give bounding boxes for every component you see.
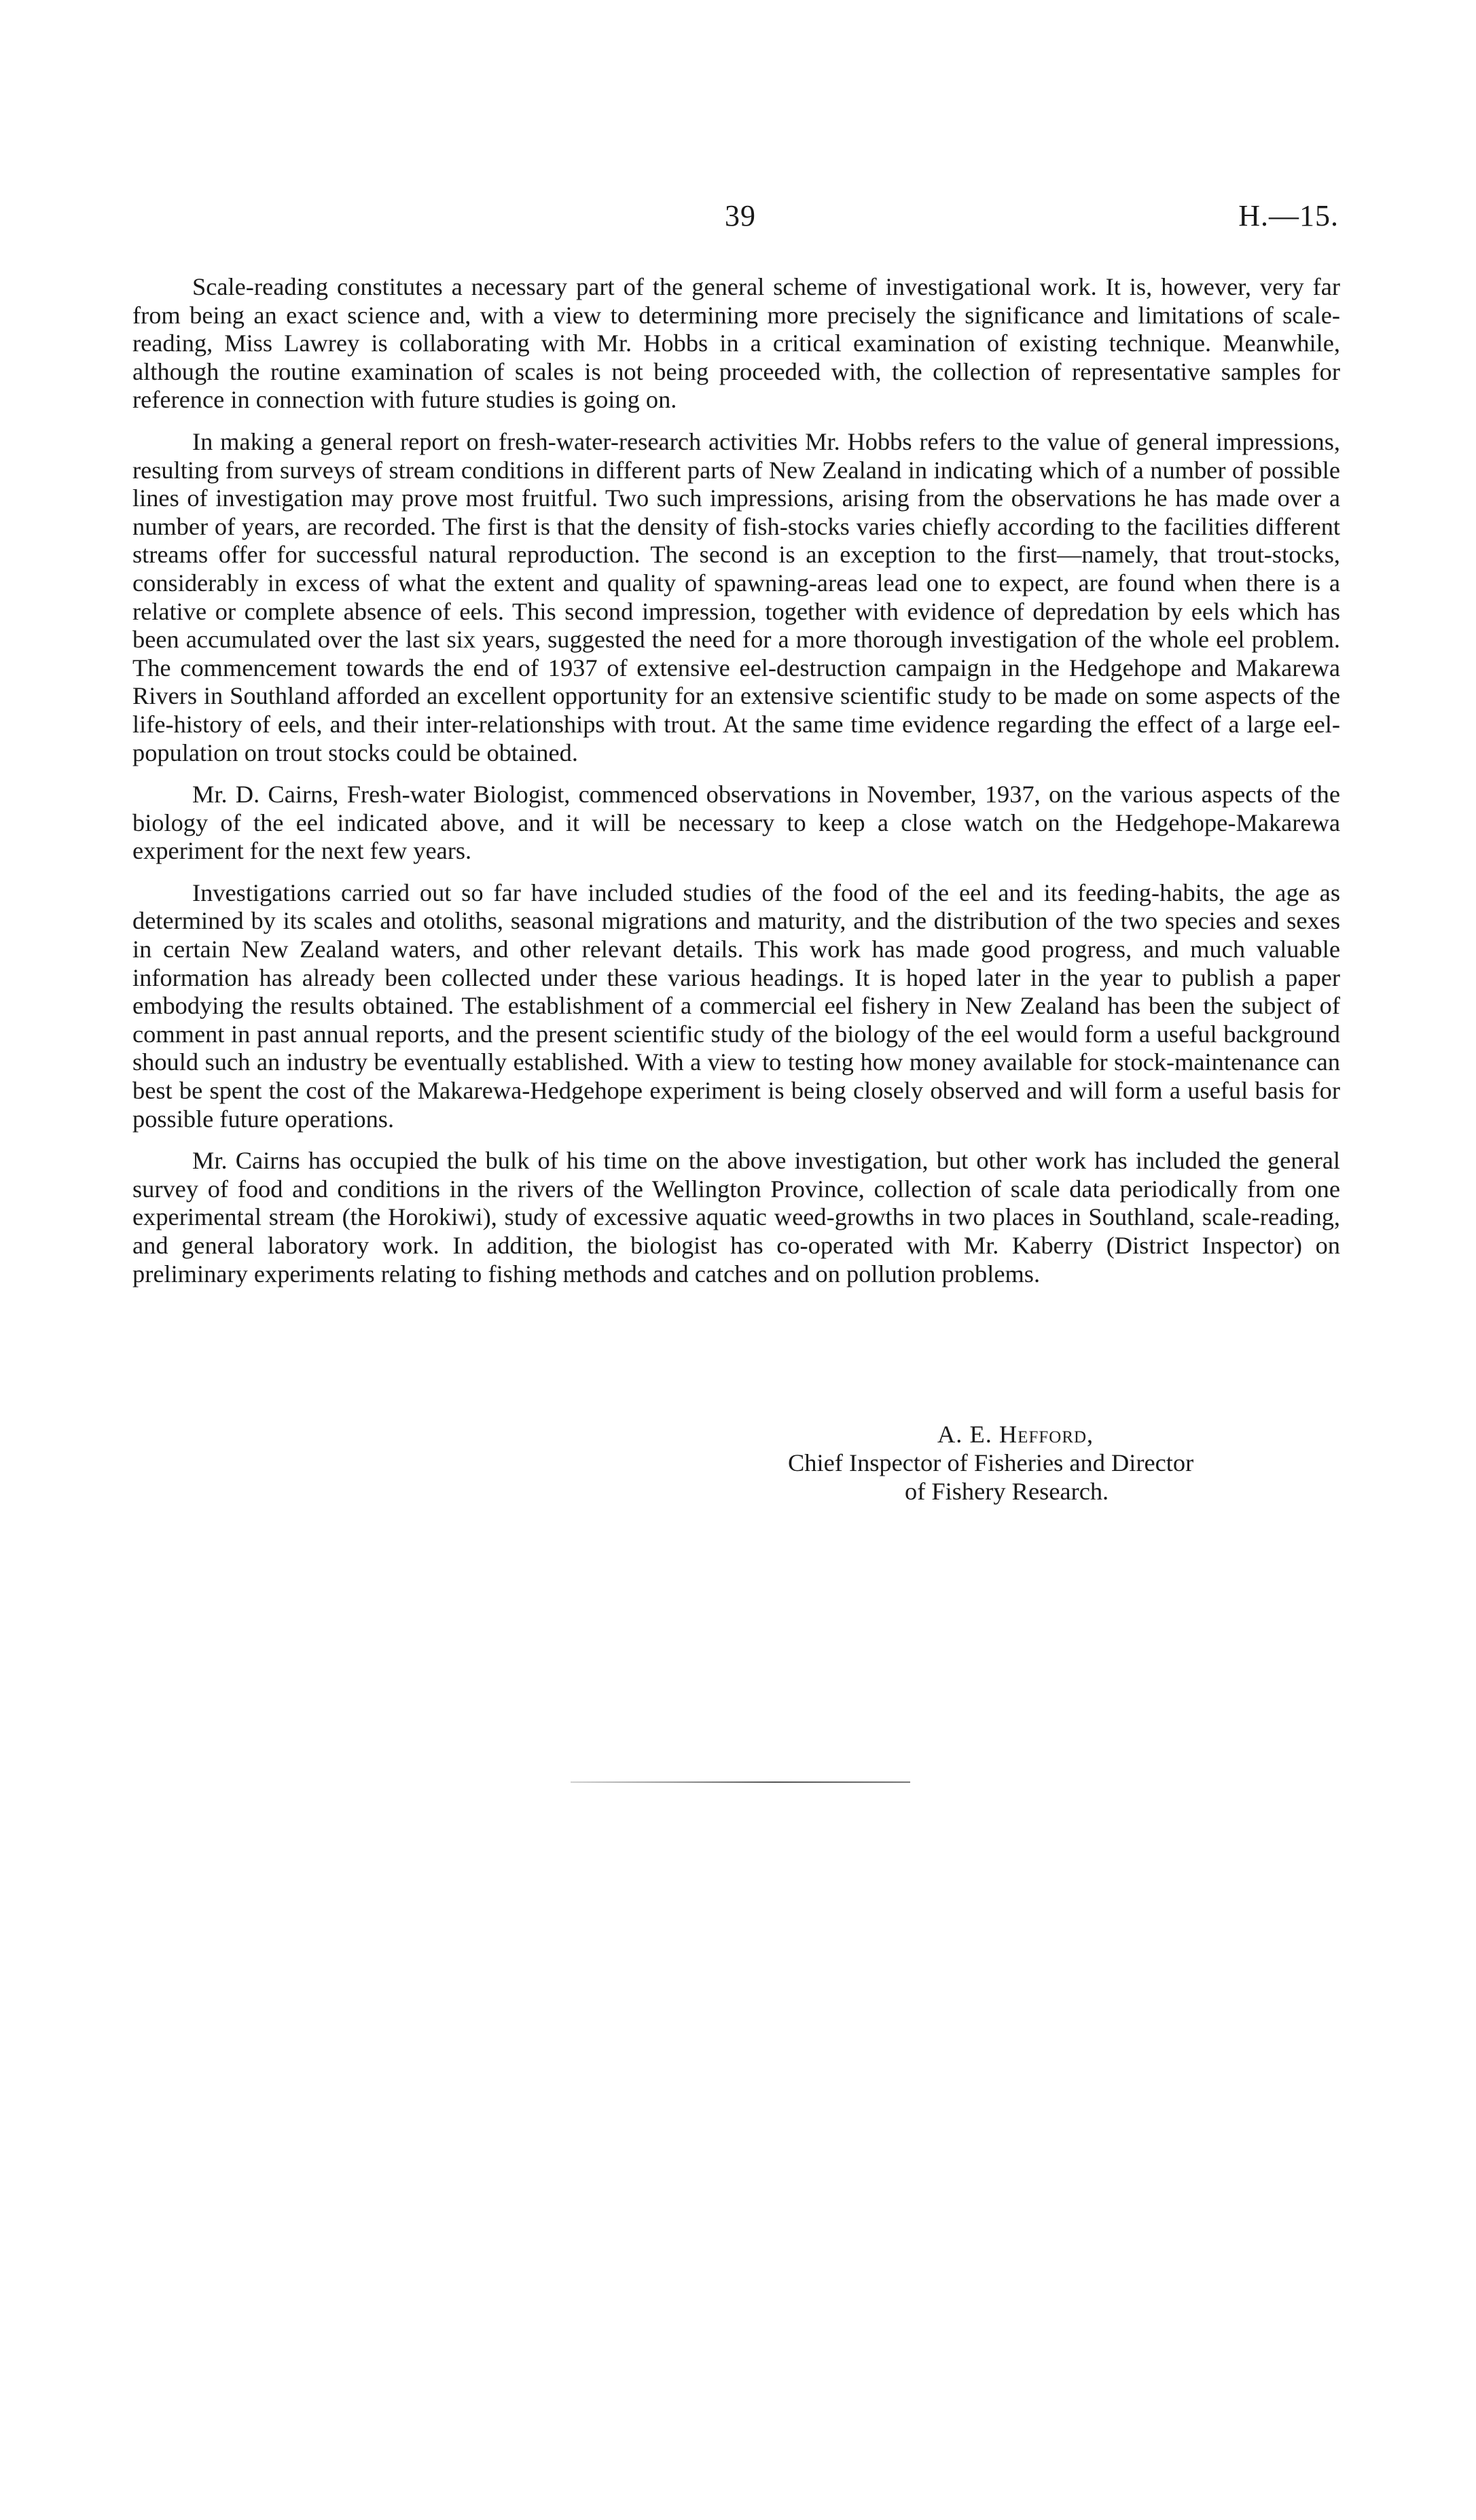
signatory-title-continued: of Fishery Research. xyxy=(905,1478,1109,1505)
signatory-name: A. E. Hefford, xyxy=(937,1421,1094,1448)
paragraph-investigations: Investigations carried out so far have included studies of the food of the eel and its feeding-habits, the age as determined by its scales and otoliths, seasonal migrations and maturity, and the distribution of the two species and sexes in certain New Zealand waters, and other relevant details. This work has made good progress, and much valuable information has already been collected under these various headings. It is hoped later in the year to publish a paper embodying the results obtained. The establishment of a commercial eel fishery in New Zealand has been the subject of comment in past annual reports, and the present scientific study of the biology of the eel would form a useful background should such an industry be eventually established. With a view to testing how money available for stock-maintenance can best be spent the cost of the Makarewa-Hedgehope experiment is being closely observed and will form a useful basis for possible future operations. xyxy=(132,879,1340,1133)
document-code: H.—15. xyxy=(1238,199,1339,232)
paragraph-cairns-observations: Mr. D. Cairns, Fresh-water Biologist, commenced observations in November, 1937, on the various aspects of the biology of the eel indicated above, and it will be necessary to keep a close watch on the Hedgehope-Makarewa experiment for the next few years. xyxy=(132,781,1340,865)
report-body xyxy=(132,273,1340,1302)
page-number: 39 xyxy=(725,199,756,232)
paragraph-scale-reading: Scale-reading constitutes a necessary part of the general scheme of investigational work. It is, however, very far from being an exact science and, with a view to determining more precisely the significance and limitations of scale-reading, Miss Lawrey is collaborating with Mr. Hobbs in a critical examination of existing technique. Meanwhile, although the routine examination of scales is not being proceeded with, the collection of representative samples for reference in connection with future studies is going on. xyxy=(132,273,1340,414)
signatory-title: Chief Inspector of Fisheries and Director xyxy=(788,1449,1194,1476)
paragraph-other-work: Mr. Cairns has occupied the bulk of his time on the above investigation, but other work has included the general survey of food and conditions in the rivers of the Wellington Province, collection of scale data periodically from one experimental stream (the Horokiwi), study of excessive aquatic weed-growths in two places in Southland, scale-reading, and general laboratory work. In addition, the biologist has co-operated with Mr. Kaberry (District Inspector) on preliminary experiments relating to fishing methods and catches and on pollution problems. xyxy=(132,1147,1340,1288)
signature-block xyxy=(788,1420,1345,1506)
end-rule-divider xyxy=(571,1781,910,1783)
paragraph-fresh-water-research: In making a general report on fresh-water-research activities Mr. Hobbs refers to the value of general impressions, resulting from surveys of stream conditions in different parts of New Zealand in indicating which of a number of possible lines of investigation may prove most fruitful. Two such impressions, arising from the observations he has made over a number of years, are recorded. The first is that the density of fish-stocks varies chiefly according to the facilities different streams offer for successful natural reproduction. The second is an exception to the first—namely, that trout-stocks, considerably in excess of what the extent and quality of spawning-areas lead one to expect, are found when there is a relative or complete absence of eels. This second impression, together with evidence of depredation by eels which has been accumulated over the last six years, suggested the need for a more thorough investigation of the whole eel problem. The commencement towards the end of 1937 of extensive eel-destruction campaign in the Hedgehope and Makarewa Rivers in Southland afforded an excellent opportunity for an extensive scientific study to be made on some aspects of the life-history of eels, and their inter-relationships with trout. At the same time evidence regarding the effect of a large eel-population on trout stocks could be obtained. xyxy=(132,427,1340,766)
